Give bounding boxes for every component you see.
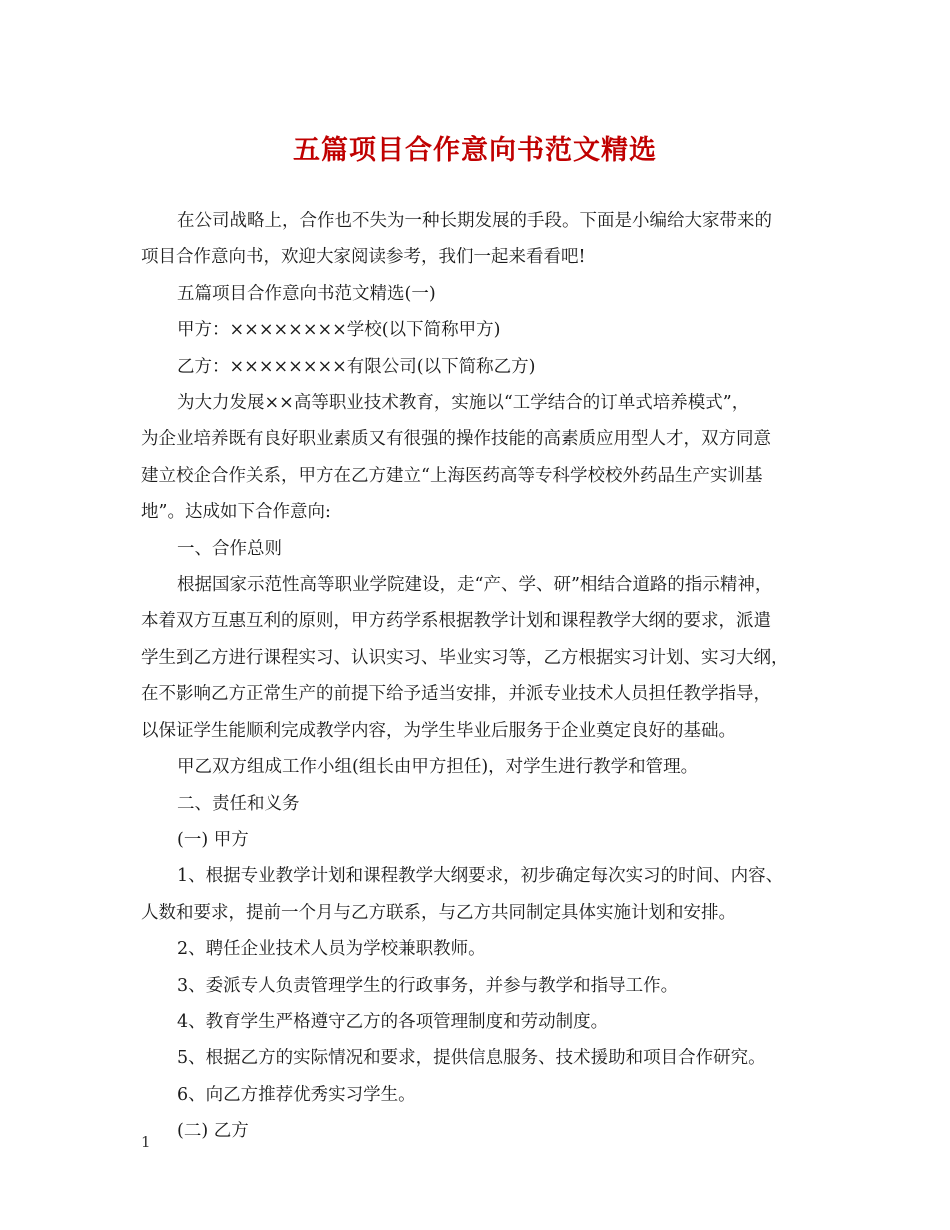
document-title: 五篇项目合作意向书范文精选 xyxy=(293,135,657,166)
subsection-heading: (二) 乙方 xyxy=(177,1121,249,1142)
list-item: 4、教育学生严格遵守乙方的各项管理制度和劳动制度。 xyxy=(177,1011,609,1032)
paragraph-line: 建立校企合作关系，甲方在乙方建立“上海医药高等专科学校校外药品生产实训基 xyxy=(141,465,763,486)
list-item: 3、委派专人负责管理学生的行政事务，并参与教学和指导工作。 xyxy=(177,975,679,996)
paragraph-line: 为企业培养既有良好职业素质又有很强的操作技能的高素质应用型人才，双方同意 xyxy=(141,429,771,450)
paragraph-line: 根据国家示范性高等职业学院建设，走“产、学、研”相结合道路的指示精神， xyxy=(177,575,773,596)
list-item-continuation: 人数和要求，提前一个月与乙方联系，与乙方共同制定具体实施计划和安排。 xyxy=(141,902,736,923)
subsection-heading: (一) 甲方 xyxy=(177,829,249,850)
section-heading: 五篇项目合作意向书范文精选(一) xyxy=(177,283,436,304)
list-item: 1、根据专业教学计划和课程教学大纲要求，初步确定每次实习的时间、内容、 xyxy=(177,866,784,887)
paragraph-line: 在公司战略上，合作也不失为一种长期发展的手段。下面是小编给大家带来的 xyxy=(177,211,772,231)
list-item: 5、根据乙方的实际情况和要求，提供信息服务、技术援助和项目合作研究。 xyxy=(177,1048,766,1069)
section-heading: 二、责任和义务 xyxy=(177,793,300,814)
party-a-line: 甲方：××××××××学校(以下简称甲方) xyxy=(177,320,501,341)
paragraph-line: 在不影响乙方正常生产的前提下给予适当安排，并派专业技术人员担任教学指导， xyxy=(141,684,771,705)
list-item: 6、向乙方推荐优秀实习学生。 xyxy=(177,1084,416,1105)
section-heading: 一、合作总则 xyxy=(177,538,282,559)
document-body xyxy=(141,203,821,1150)
paragraph-line: 项目合作意向书，欢迎大家阅读参考，我们一起来看看吧! xyxy=(141,247,586,268)
page-number: 1 xyxy=(141,1133,151,1151)
paragraph-line: 以保证学生能顺利完成教学内容，为学生毕业后服务于企业奠定良好的基础。 xyxy=(141,720,736,741)
paragraph-line: 为大力发展××高等职业技术教育，实施以“工学结合的订单式培养模式”， xyxy=(177,393,750,414)
party-b-line: 乙方：××××××××有限公司(以下简称乙方) xyxy=(177,356,536,377)
paragraph-line: 本着双方互惠互利的原则，甲方药学系根据教学计划和课程教学大纲的要求，派遣 xyxy=(141,611,771,632)
paragraph-line: 甲乙双方组成工作小组(组长由甲方担任)，对学生进行教学和管理。 xyxy=(177,757,699,778)
list-item: 2、聘任企业技术人员为学校兼职教师。 xyxy=(177,939,486,960)
paragraph-line: 学生到乙方进行课程实习、认识实习、毕业实习等，乙方根据实习计划、实习大纲， xyxy=(141,647,789,668)
paragraph-line: 地”。达成如下合作意向: xyxy=(141,502,331,523)
